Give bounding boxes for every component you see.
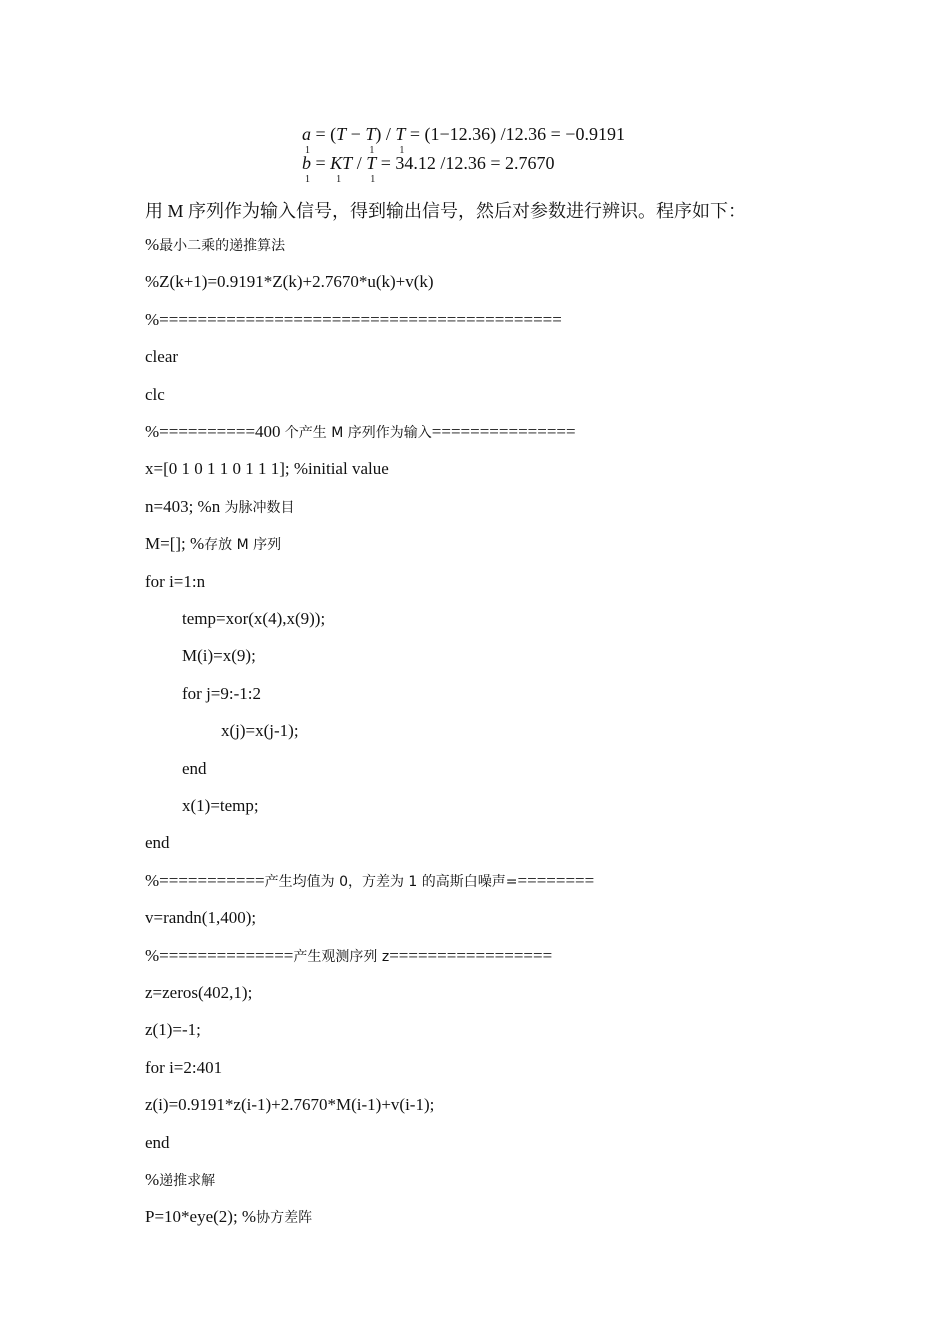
code-line <box>145 1021 201 1038</box>
formula-a1-t-c: T <box>395 124 406 144</box>
code-comment-cjk: 产生均值为 0，方差为 1 的高斯白噪声= <box>264 873 518 890</box>
formula-a1-t-b: T <box>365 124 376 144</box>
code-comment-cjk: 产生观测序列 z <box>293 948 390 965</box>
code-text: P=10*eye(2); % <box>145 1207 257 1227</box>
formula-a1-expr-2: ) / <box>375 124 396 144</box>
code-line <box>145 236 285 253</box>
code-line <box>145 1134 170 1151</box>
code-line <box>145 1208 312 1225</box>
code-line <box>145 947 552 964</box>
formula-b1-t-a: T <box>342 153 353 173</box>
formula-a1: a1 = (T − T1) / T1 = (1−12.36) /12.36 = −0.9191 <box>302 124 625 156</box>
code-text: v=randn(1,400); <box>145 908 257 928</box>
intro-paragraph: 用 M 序列作为输入信号，得到输出信号，然后对参数进行辨识。程序如下： <box>145 201 747 221</box>
code-text: % <box>145 235 160 254</box>
code-text: z=zeros(402,1); <box>145 983 253 1002</box>
formula-b1: b1 = K1T / T1 = 34.12 /12.36 = 2.7670 <box>302 153 555 185</box>
code-comment-cjk: 存放 M 序列 <box>204 537 282 554</box>
code-comment-cjk: 个产生 M 序列作为输入 <box>284 425 432 441</box>
code-text-tail: ================= <box>389 945 553 965</box>
code-text: %==========400 <box>145 422 285 441</box>
code-text: for i=2:401 <box>145 1057 223 1077</box>
code-line <box>145 423 576 440</box>
code-text: end <box>145 833 170 853</box>
code-text: end <box>145 1132 170 1152</box>
formula-b1-rhs: = 34.12 /12.36 = 2.7670 <box>376 153 555 173</box>
code-line <box>145 834 170 851</box>
code-line <box>182 797 259 814</box>
code-line <box>145 311 562 328</box>
code-line <box>145 984 252 1001</box>
formula-b1-t-b: T <box>366 153 377 173</box>
code-line <box>145 573 205 590</box>
code-line <box>145 872 594 889</box>
code-line <box>145 386 165 403</box>
code-text: M=[]; % <box>145 534 205 554</box>
code-text: z(i)=0.9191*z(i-1)+2.7670*M(i-1)+v(i-1); <box>145 1095 435 1115</box>
code-comment-cjk: 协方差阵 <box>256 1210 313 1227</box>
code-text: clear <box>145 347 179 367</box>
code-text-tail: =============== <box>431 422 576 441</box>
code-line <box>145 498 294 515</box>
code-text: %Z(k+1)=0.9191*Z(k)+2.7670*u(k)+v(k) <box>145 272 434 292</box>
code-line <box>145 909 256 926</box>
code-text: %=========== <box>145 870 265 890</box>
code-line <box>145 1171 215 1188</box>
code-comment-cjk: 为脉冲数目 <box>224 499 295 516</box>
formula-a1-t-a: T <box>336 124 347 144</box>
formula-a1-rhs: = (1−12.36) /12.36 = −0.9191 <box>405 124 625 144</box>
code-text: %========================================== <box>145 309 562 329</box>
code-comment-cjk: 递推求解 <box>159 1173 216 1189</box>
code-text: end <box>182 758 207 778</box>
code-text: for i=1:n <box>145 571 206 591</box>
code-line <box>221 722 299 739</box>
code-text: x(j)=x(j-1); <box>221 721 299 741</box>
code-text-tail: ======== <box>517 870 595 890</box>
code-text: x(1)=temp; <box>182 796 259 815</box>
code-text: clc <box>145 384 165 404</box>
code-comment-cjk: 最小二乘的递推算法 <box>159 238 286 254</box>
formula-a1-minus: − <box>346 124 366 144</box>
code-line <box>182 685 261 702</box>
code-text: M(i)=x(9); <box>182 646 256 666</box>
code-text: for j=9:-1:2 <box>182 683 261 703</box>
code-text: x=[0 1 0 1 1 0 1 1 1]; %initial value <box>145 459 389 479</box>
code-line <box>145 1059 222 1076</box>
code-text: n=403; %n <box>145 496 225 516</box>
code-line <box>182 610 325 627</box>
code-line <box>182 647 256 664</box>
code-line <box>145 460 389 477</box>
formula-b1-lhs: b <box>302 153 311 173</box>
code-line <box>145 535 281 552</box>
code-line <box>145 1096 434 1113</box>
formula-b1-slash: / <box>352 153 367 173</box>
code-line <box>145 348 178 365</box>
code-line <box>145 273 434 290</box>
code-text: z(1)=-1; <box>145 1020 201 1040</box>
formula-a1-lhs: a <box>302 124 311 144</box>
formula-a1-expr-1: = ( <box>311 124 337 144</box>
code-line <box>182 760 207 777</box>
code-text: temp=xor(x(4),x(9)); <box>182 609 326 628</box>
code-text: % <box>145 1170 160 1189</box>
code-text: %============== <box>145 945 294 965</box>
formula-b1-expr-1: = <box>311 153 331 173</box>
formula-b1-k: K <box>330 153 343 173</box>
